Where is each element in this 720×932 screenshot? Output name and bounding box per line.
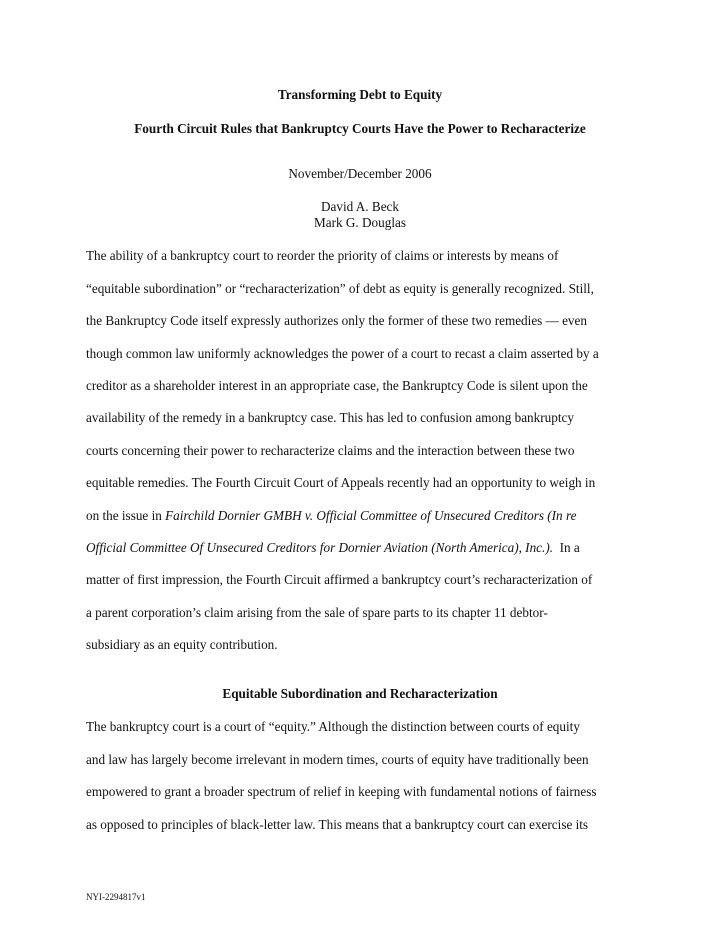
section-heading: Equitable Subordination and Recharacterization [222,686,498,701]
publication-date: November/December 2006 [288,166,432,181]
paragraph-line: as opposed to principles of black-letter law. This means that a bankruptcy court can exercise its [86,817,589,832]
paragraph-line: creditor as a shareholder interest in an appropriate case, the Bankruptcy Code is silent upon the [86,378,588,393]
paragraph-line: equitable remedies. The Fourth Circuit Court of Appeals recently had an opportunity to weigh in [86,475,596,490]
line-text: In a [553,540,580,555]
document-title: Transforming Debt to Equity [277,87,443,102]
document-subtitle: Fourth Circuit Rules that Bankruptcy Courts Have the Power to Recharacterize [134,121,586,136]
case-citation: Fairchild Dornier GMBH v. Official Committee of Unsecured Creditors (In re [165,508,577,523]
paragraph-line: The bankruptcy court is a court of “equity.” Although the distinction between courts of equity [86,719,580,734]
paragraph-line: the Bankruptcy Code itself expressly authorizes only the former of these two remedies — even [86,313,587,328]
paragraph-line [86,508,576,524]
paragraph-line: subsidiary as an equity contribution. [86,637,278,652]
paragraph-line: courts concerning their power to recharacterize claims and the interaction between these two [86,443,575,458]
paragraph-line: The ability of a bankruptcy court to reorder the priority of claims or interests by means of [86,248,559,263]
paragraph-line: availability of the remedy in a bankruptcy case. This has led to confusion among bankruptcy [86,410,574,425]
paragraph-line: and law has largely become irrelevant in modern times, courts of equity have traditionally been [86,752,589,767]
line-text: on the issue in [86,508,166,523]
paragraph-line: “equitable subordination” or “recharacterization” of debt as equity is generally recognized. Still, [86,281,594,296]
document-footer-id: NYI-2294817v1 [86,892,146,902]
paragraph-line: matter of first impression, the Fourth Circuit affirmed a bankruptcy court’s recharacterization of [86,572,593,587]
paragraph-line: a parent corporation’s claim arising from the sale of spare parts to its chapter 11 debtor- [86,605,548,620]
paragraph-line [86,540,580,556]
author-name: David A. Beck [320,199,399,214]
paragraph-line: empowered to grant a broader spectrum of relief in keeping with fundamental notions of fairness [86,784,597,799]
author-name: Mark G. Douglas [314,215,406,230]
case-citation: Official Committee Of Unsecured Creditors for Dornier Aviation (North America), Inc.). [86,540,554,555]
paragraph-line: though common law uniformly acknowledges the power of a court to recast a claim asserted by a [86,346,599,361]
